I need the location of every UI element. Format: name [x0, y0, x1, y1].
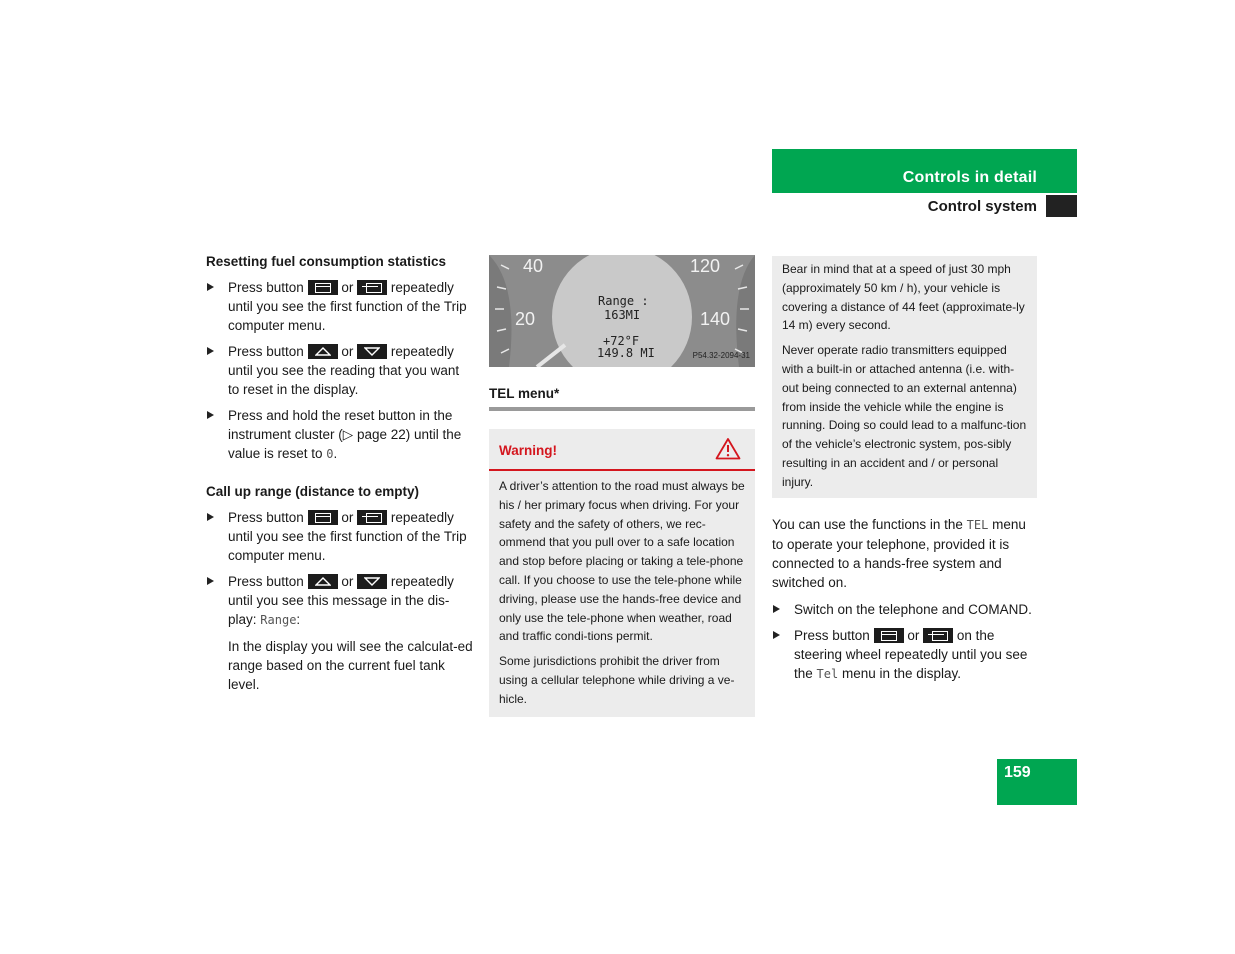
bullet-triangle-icon	[207, 347, 214, 355]
display-range-value: 163MI	[604, 308, 641, 322]
arrow-up-button-icon	[308, 574, 338, 589]
step-item	[206, 406, 474, 464]
step-text: menu in the display.	[838, 665, 962, 681]
display-temperature: +72°F	[603, 334, 640, 348]
display-value: Range	[260, 613, 297, 627]
step-text: Press button	[228, 344, 304, 359]
gauge-tick-120: 120	[690, 256, 721, 276]
warning-header	[489, 429, 755, 471]
step-continuation: In the display you will see the calculat-ed range based on the current fuel tank level.	[228, 639, 473, 692]
or-text: or	[341, 280, 354, 295]
body-text: menu to operate your telephone, provided it is connected to a hands-free system and switched on.	[772, 516, 1026, 590]
display-value: Tel	[816, 666, 839, 681]
step-text: Press button	[228, 280, 304, 295]
warning-label: Warning!	[499, 443, 557, 458]
section-title: Controls in detail	[902, 169, 1037, 186]
column-middle	[489, 255, 755, 717]
heading-tel-menu: TEL menu*	[489, 384, 755, 411]
arrow-down-button-icon	[357, 344, 387, 359]
bullet-triangle-icon	[773, 631, 780, 639]
step-item	[772, 626, 1037, 684]
bullet-triangle-icon	[773, 605, 780, 613]
step-text: Switch on the telephone and COMAND.	[794, 601, 1032, 617]
gauge-tick-140: 140	[700, 309, 731, 329]
column-right	[772, 256, 1037, 684]
step-text: Press and hold the reset button in the instrument cluster (	[228, 408, 453, 442]
bullet-triangle-icon	[207, 577, 214, 585]
step-text: repeatedly until you see the reading that you want to reset in the display.	[228, 344, 460, 397]
image-code: P54.32-2094-31	[692, 351, 750, 360]
step-text: page 22) until the value is reset to	[228, 427, 462, 461]
page-number-tab	[997, 759, 1077, 805]
heading-call-up-range: Call up range (distance to empty)	[206, 484, 420, 499]
step-text: :	[296, 612, 301, 627]
page-ref-icon: ▷	[342, 427, 354, 442]
display-range-label: Range :	[598, 294, 649, 308]
or-text: or	[341, 510, 354, 525]
step-item	[206, 508, 474, 565]
note-paragraph: Never operate radio transmitters equipped with a built-in or attached antenna (i.e. with-out being connected to an external antenna) from inside the vehicle while the engine is running. Doing so could lead to a malfunc-tion of the vehicle’s electronic system, pos-sibly resulting in an accident and / or personal injury.	[782, 343, 1027, 489]
or-text: or	[341, 574, 354, 589]
subsection-label: Control system	[927, 198, 1037, 215]
warning-triangle-icon	[715, 437, 741, 460]
or-text: or	[341, 344, 354, 359]
gauge-tick-20: 20	[515, 309, 536, 329]
step-text: repeatedly until you see the first function of the Trip computer menu.	[228, 280, 467, 333]
step-item	[206, 278, 474, 335]
bullet-triangle-icon	[207, 283, 214, 291]
display-value: TEL	[966, 517, 989, 532]
warning-paragraph: A driver’s attention to the road must always be his / her primary focus when driving. For your safety and the safety of others, we rec-ommend that you pull over to a safe location and stop before placing or taking a tele-phone call. If you choose to use the tele-phone while driving, please use the hands-free device and only use the tele-phone when weather, road and traffic condi-tions permit.	[499, 479, 745, 644]
warning-paragraph: Some jurisdictions prohibit the driver from using a cellular telephone while driving a ve-hicle.	[499, 654, 735, 706]
gauge-tick-40: 40	[523, 256, 544, 276]
menu-right-button-icon	[923, 628, 953, 643]
body-text: You can use the functions in the	[772, 516, 967, 532]
step-item	[206, 572, 474, 694]
note-box	[772, 256, 1037, 498]
warning-box	[489, 429, 755, 717]
bullet-triangle-icon	[207, 411, 214, 419]
step-text: repeatedly until you see this message in the dis-play:	[228, 574, 454, 627]
bullet-triangle-icon	[207, 513, 214, 521]
step-item	[772, 600, 1037, 619]
instrument-cluster-photo	[489, 255, 755, 367]
arrow-down-button-icon	[357, 574, 387, 589]
column-left	[206, 252, 474, 694]
subsection-title	[772, 195, 1046, 217]
header-section-bar	[772, 149, 1077, 193]
step-text: Press button	[228, 510, 304, 525]
arrow-up-button-icon	[308, 344, 338, 359]
step-item	[206, 342, 474, 399]
step-text: Press button	[794, 627, 870, 643]
header-marker-block	[1046, 195, 1077, 217]
menu-left-button-icon	[308, 510, 338, 525]
menu-right-button-icon	[357, 510, 387, 525]
display-odometer: 149.8 MI	[597, 346, 655, 360]
step-text: repeatedly until you see the first function of the Trip computer menu.	[228, 510, 467, 563]
display-value: 0	[326, 447, 334, 461]
step-text: .	[333, 446, 338, 461]
step-text: Press button	[228, 574, 304, 589]
menu-left-button-icon	[874, 628, 904, 643]
or-text: or	[907, 627, 920, 643]
note-paragraph: Bear in mind that at a speed of just 30 mph (approximately 50 km / h), your vehicle is covering a distance of 44 feet (approximate-ly 14 m) every second.	[782, 262, 1025, 333]
body-paragraph	[772, 515, 1037, 592]
step-text: on the steering wheel repeatedly until you see the	[794, 627, 1028, 681]
heading-reset-fuel: Resetting fuel consumption statistics	[206, 254, 447, 269]
page-number: 159	[1004, 764, 1031, 781]
menu-left-button-icon	[308, 280, 338, 295]
menu-right-button-icon	[357, 280, 387, 295]
warning-body	[489, 471, 755, 717]
